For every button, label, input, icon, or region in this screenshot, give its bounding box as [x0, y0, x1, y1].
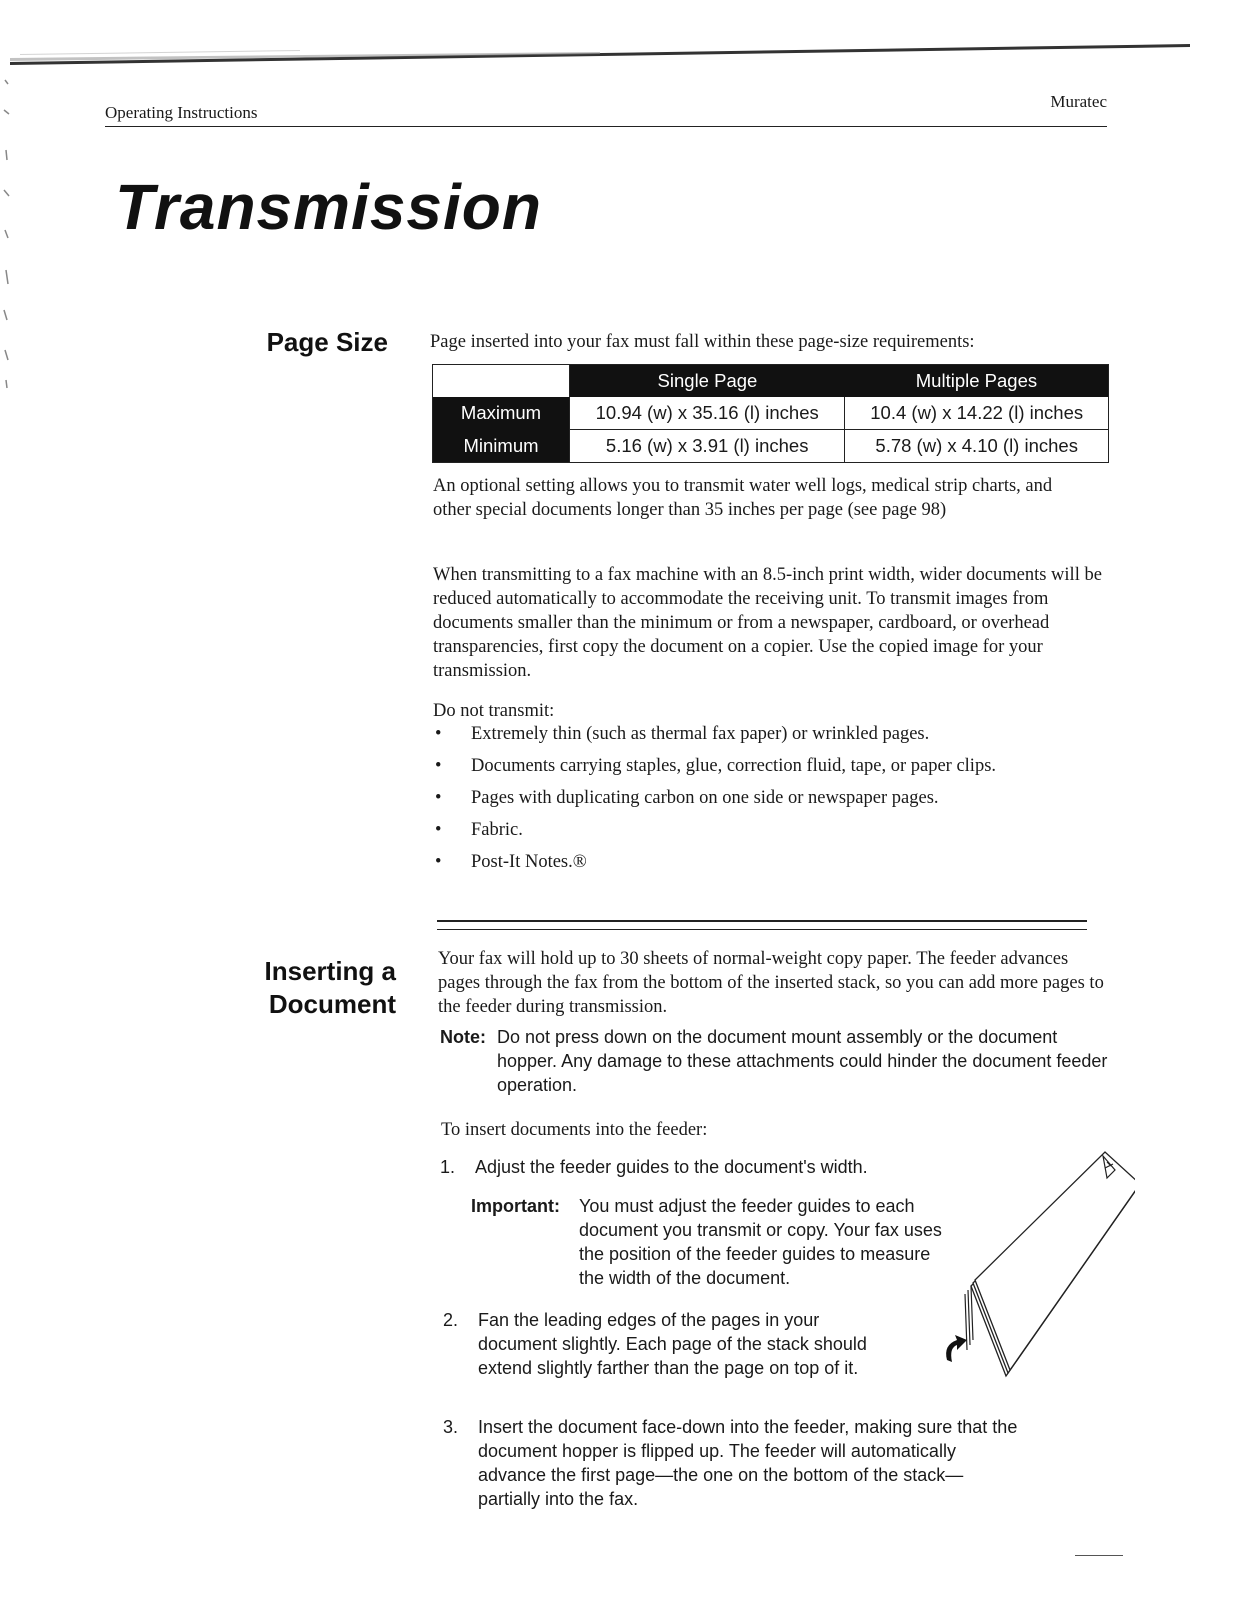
list-item-text: Extremely thin (such as thermal fax paper) or wrinkled pages. [471, 724, 930, 744]
cell-max-multiple: 10.4 (w) x 14.22 (l) inches [845, 397, 1109, 430]
step-text: Adjust the feeder guides to the document's width. [475, 1157, 868, 1177]
print-width-paragraph: When transmitting to a fax machine with an 8.5-inch print width, wider documents will be reduced automatically to accommodate the receiving unit. To transmit images from documents smaller than the minimum or from a newspaper, cardboard, or overhead transparencies, first copy the document on a copier. Use the copied image for your transmission. [433, 565, 1102, 681]
table-row [433, 397, 1109, 430]
cell-min-multiple: 5.78 (w) x 4.10 (l) inches [845, 430, 1109, 463]
note-block [440, 1025, 1110, 1097]
cell-min-single: 5.16 (w) x 3.91 (l) inches [570, 430, 845, 463]
important-label: Important: [471, 1196, 560, 1216]
section-divider [437, 920, 1087, 934]
header-left-text: Operating Instructions [105, 103, 258, 122]
row-label-maximum: Maximum [433, 397, 570, 430]
list-item [433, 850, 1113, 874]
table-corner-cell [433, 365, 570, 398]
column-header-single: Single Page [570, 365, 845, 398]
bullet-icon: • [435, 756, 442, 776]
fanned-pages-illustration [935, 1140, 1135, 1380]
page-size-heading: Page Size [266, 327, 388, 357]
list-item-text: Documents carrying staples, glue, correction fluid, tape, or paper clips. [471, 756, 997, 776]
optional-setting-paragraph: An optional setting allows you to transmit water well logs, medical strip charts, and other special documents longer than 35 inches per page (see page 98) [433, 476, 1053, 520]
list-item [433, 786, 1113, 810]
page-size-intro: Page inserted into your fax must fall within these page-size requirements: [430, 332, 975, 352]
do-not-transmit-label: Do not transmit: [433, 701, 555, 721]
do-not-transmit-list [433, 722, 1113, 882]
bullet-icon: • [435, 852, 442, 872]
scan-margin-artifact [0, 70, 30, 410]
cell-max-single: 10.94 (w) x 35.16 (l) inches [570, 397, 845, 430]
page-edge-mark [1075, 1555, 1123, 1556]
step-text: Fan the leading edges of the pages in your document slightly. Each page of the stack should extend slightly farther than the page on top of it. [478, 1310, 867, 1378]
heading-line-1: Inserting a [264, 956, 396, 986]
step-2 [443, 1308, 873, 1380]
bullet-icon: • [435, 724, 442, 744]
step-3 [443, 1415, 1018, 1511]
feeder-capacity-paragraph: Your fax will hold up to 30 sheets of normal-weight copy paper. The feeder advances pages through the fax from the bottom of the inserted stack, so you can add more pages to the feeder during transmission. [438, 949, 1104, 1017]
heading-line-2: Document [268, 989, 396, 1019]
running-header [105, 92, 1107, 127]
list-item [433, 754, 1113, 778]
bullet-icon: • [435, 788, 442, 808]
list-item-text: Pages with duplicating carbon on one side or newspaper pages. [471, 788, 939, 808]
step-number: 2. [443, 1310, 459, 1330]
table-header-row [433, 365, 1109, 398]
scan-edge-artifact [0, 38, 1237, 66]
bullet-icon: • [435, 820, 442, 840]
column-header-multiple: Multiple Pages [845, 365, 1109, 398]
arrow-icon [946, 1335, 967, 1362]
steps-intro: To insert documents into the feeder: [441, 1120, 708, 1140]
step-number: 3. [443, 1417, 459, 1437]
inserting-document-heading [200, 955, 396, 1021]
header-right-text: Muratec [1050, 92, 1107, 111]
important-block [471, 1194, 951, 1290]
step-number: 1. [440, 1157, 456, 1177]
list-item-text: Fabric. [471, 820, 523, 840]
note-label: Note: [440, 1027, 486, 1047]
table-row [433, 430, 1109, 463]
row-label-minimum: Minimum [433, 430, 570, 463]
list-item [433, 818, 1113, 842]
step-text: Insert the document face-down into the feeder, making sure that the document hopper is flipped up. The feeder will automatically advance the first page—the one on the bottom of the stack—partially into the fax. [478, 1417, 1018, 1509]
chapter-title: Transmission [115, 171, 542, 243]
important-text: You must adjust the feeder guides to each document you transmit or copy. Your fax uses the position of the feeder guides to measure the width of the document. [579, 1196, 942, 1288]
step-1 [440, 1155, 960, 1179]
note-text: Do not press down on the document mount assembly or the document hopper. Any damage to these attachments could hinder the document feeder operation. [497, 1027, 1108, 1095]
page-size-table [432, 364, 1109, 463]
list-item [433, 722, 1113, 746]
list-item-text: Post-It Notes.® [471, 852, 587, 872]
